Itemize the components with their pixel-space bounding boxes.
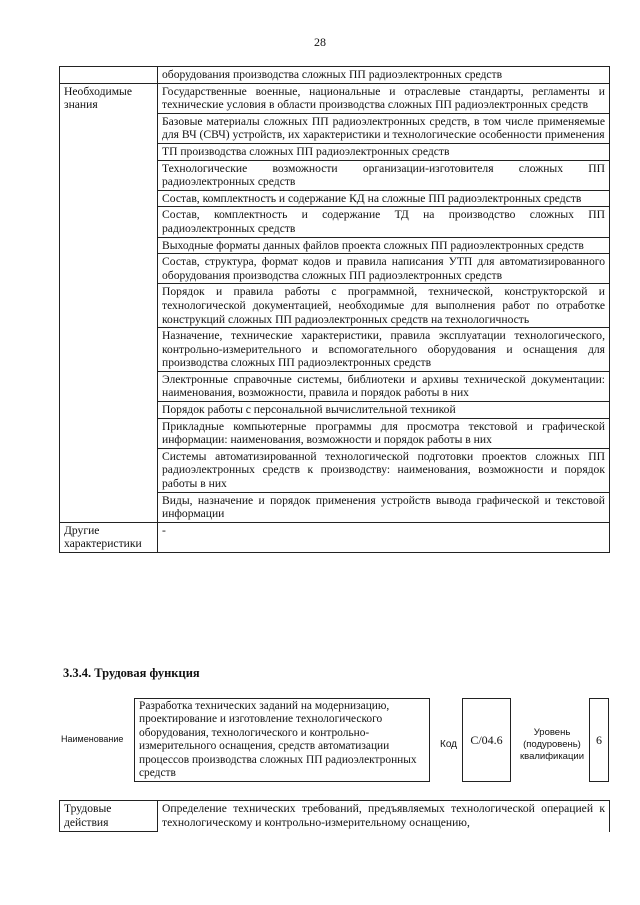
knowledge-item: Состав, комплектность и содержание ТД на производство сложных ПП радиоэлектронных средств <box>158 207 610 237</box>
labor-actions-label: Трудовые действия <box>60 801 158 832</box>
qualification-level-label: Уровень (подуровень) квалификации <box>519 727 585 762</box>
labor-actions-table <box>59 800 610 832</box>
knowledge-item: Порядок и правила работы с программной, технической, конструкторской и технологической документацией, необходимые для выполнения работ по отработке конструкций сложных ПП радиоэлектронных средств на технологичность <box>158 284 610 328</box>
knowledge-item: Электронные справочные системы, библиотеки и архивы технической документации: наименования, возможности, правила и порядок работы в них <box>158 371 610 401</box>
function-name-value: Разработка технических заданий на модернизацию, проектирование и изготовление технологического оборудования, технологического и контрольно-измерительного оснащения, средств автоматизации процессов производства сложных ПП радиоэлектронных средств <box>134 698 430 782</box>
table-row <box>60 801 610 832</box>
knowledge-item: Порядок работы с персональной вычислительной техникой <box>158 402 610 419</box>
table-row <box>60 83 610 113</box>
code-value: С/04.6 <box>462 698 511 782</box>
other-characteristics-value: - <box>158 522 610 552</box>
table-row <box>60 67 610 84</box>
knowledge-item: Выходные форматы данных файлов проекта сложных ПП радиоэлектронных средств <box>158 237 610 254</box>
knowledge-item: Состав, структура, формат кодов и правила написания УТП для автоматизированного оборудования производства сложных ПП радиоэлектронных средств <box>158 254 610 284</box>
knowledge-item: Назначение, технические характеристики, правила эксплуатации технологического, контрольно-измерительного и вспомогательного оборудования и оснащения для производства сложных ПП радиоэлектронных средств <box>158 328 610 372</box>
knowledge-label: Необходимые знания <box>60 83 158 522</box>
table-row <box>60 522 610 552</box>
knowledge-item: Государственные военные, национальные и отраслевые стандарты, регламенты и технические условия в области производства сложных ПП радиоэлектронных средств <box>158 83 610 113</box>
knowledge-table <box>59 66 610 553</box>
code-label: Код <box>440 739 458 750</box>
knowledge-item: ТП производства сложных ПП радиоэлектронных средств <box>158 143 610 160</box>
section-heading: 3.3.4. Трудовая функция <box>63 666 200 680</box>
knowledge-item: Виды, назначение и порядок применения устройств вывода графической и текстовой информации <box>158 492 610 522</box>
function-name-label: Наименование <box>61 734 124 744</box>
page-number: 28 <box>314 35 326 49</box>
knowledge-item: Базовые материалы сложных ПП радиоэлектронных средств, в том числе применяемые для ВЧ (СВЧ) устройств, их характеристики и технологические особенности применения <box>158 113 610 143</box>
qualification-level-value: 6 <box>589 698 609 782</box>
empty-label-cell <box>60 67 158 84</box>
knowledge-item: Прикладные компьютерные программы для просмотра текстовой и графической информации: наименования, возможности и порядок работы в них <box>158 418 610 448</box>
other-characteristics-label: Другие характеристики <box>60 522 158 552</box>
labor-actions-text: Определение технических требований, предъявляемых технологической операцией к технологическому и контрольно-измерительному оснащению, <box>158 801 610 832</box>
knowledge-item: Технологические возможности организации-изготовителя сложных ПП радиоэлектронных средств <box>158 160 610 190</box>
knowledge-item: оборудования производства сложных ПП радиоэлектронных средств <box>158 67 610 84</box>
knowledge-item: Системы автоматизированной технологической подготовки проектов сложных ПП радиоэлектронных средств к производству: наименования, возможности и порядок работы в них <box>158 448 610 492</box>
knowledge-item: Состав, комплектность и содержание КД на сложные ПП радиоэлектронных средств <box>158 190 610 207</box>
